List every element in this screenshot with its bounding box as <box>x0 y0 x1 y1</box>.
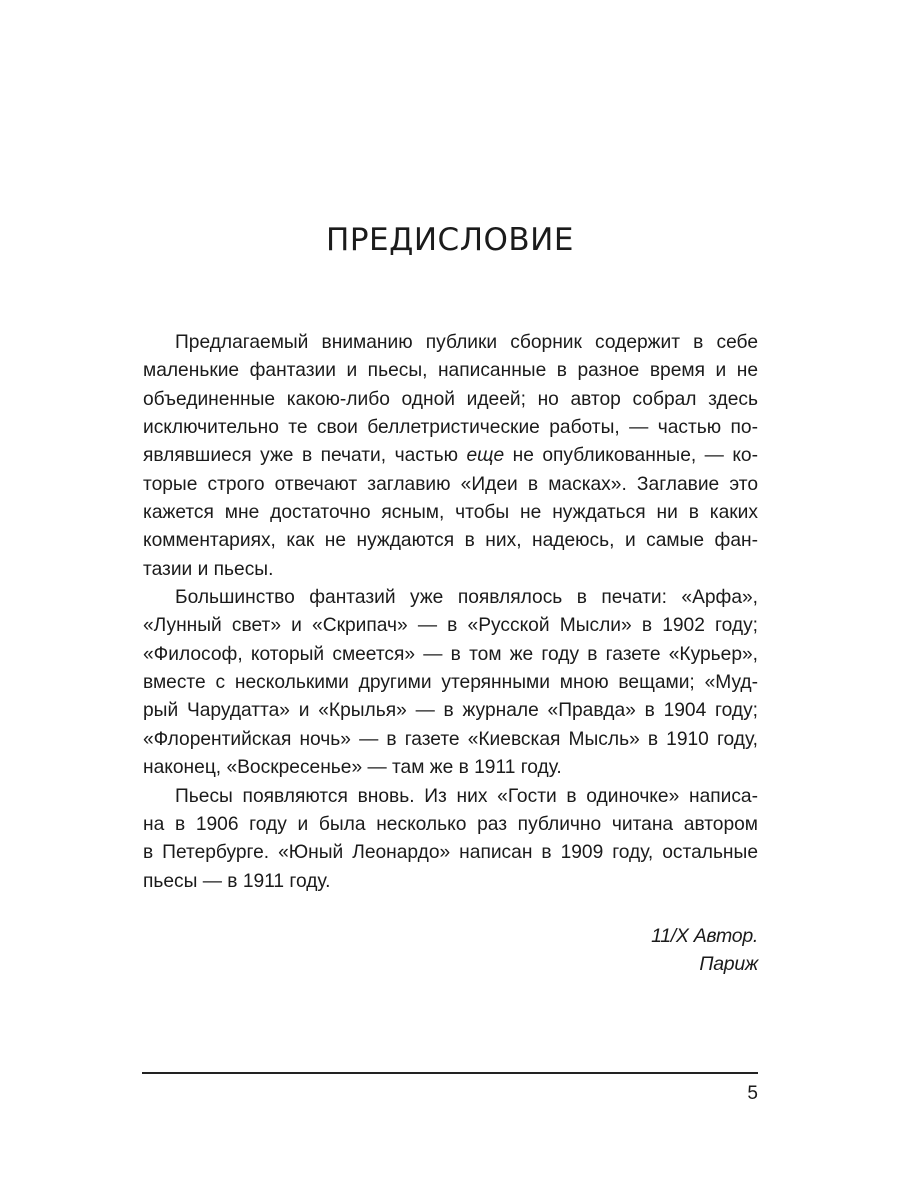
signature <box>651 922 758 978</box>
page-title: ПРЕДИСЛОВИЕ <box>326 222 574 258</box>
paragraph-2 <box>143 584 758 782</box>
signature-place: Париж <box>699 953 758 975</box>
text-line: в Петербурге. «Юный Леонардо» написан в 1909 году, остальные <box>143 842 758 864</box>
signature-date-author: 11/X Автор. <box>651 925 758 947</box>
emphasis-text: еще <box>466 445 505 467</box>
text-line: объединенные какою-либо одной идеей; но автор собрал здесь <box>143 388 758 410</box>
paragraph-1 <box>143 329 758 584</box>
preface-body <box>143 329 758 896</box>
text-line: Пьесы появляются вновь. Из них «Гости в одиночке» написа- <box>175 785 758 807</box>
paragraph-3 <box>143 783 758 896</box>
text-line: кажется мне достаточно ясным, чтобы не нуждаться ни в каких <box>143 502 758 524</box>
text-line: исключительно те свои беллетристические работы, — частью по- <box>143 417 758 439</box>
text-line: вместе с несколькими другими утерянными мною вещами; «Муд- <box>143 672 758 694</box>
text-line: на в 1906 году и была несколько раз публично читана автором <box>143 813 758 835</box>
text-line: пьесы — в 1911 году. <box>143 870 331 892</box>
text-line: тазии и пьесы. <box>143 558 274 580</box>
text-line: «Флорентийская ночь» — в газете «Киевская Мысль» в 1910 году, <box>143 728 758 750</box>
text-line: торые строго отвечают заглавию «Идеи в масках». Заглавие это <box>143 473 758 495</box>
text-line: «Лунный свет» и «Скрипач» — в «Русской Мысли» в 1902 году; <box>143 615 758 637</box>
text-line: наконец, «Воскресенье» — там же в 1911 году. <box>143 757 562 779</box>
text-line <box>143 442 758 470</box>
text-line: рый Чарудатта» и «Крылья» — в журнале «Правда» в 1904 году; <box>143 700 758 722</box>
page-number: 5 <box>747 1083 758 1104</box>
text-fragment: являвшиеся уже в печати, частью <box>143 445 467 467</box>
text-line: Большинство фантазий уже появлялось в печати: «Арфа», <box>175 587 758 609</box>
text-line: маленькие фантазии и пьесы, написанные в разное время и не <box>143 360 758 382</box>
text-fragment: не опубликованные, — ко- <box>504 445 758 467</box>
text-line: «Философ, который смеется» — в том же году в газете «Курьер», <box>143 643 758 665</box>
text-line: Предлагаемый вниманию публики сборник содержит в себе <box>175 332 758 353</box>
footer-rule <box>142 1072 758 1074</box>
text-line: комментариях, как не нуждаются в них, надеюсь, и самые фан- <box>143 530 758 552</box>
